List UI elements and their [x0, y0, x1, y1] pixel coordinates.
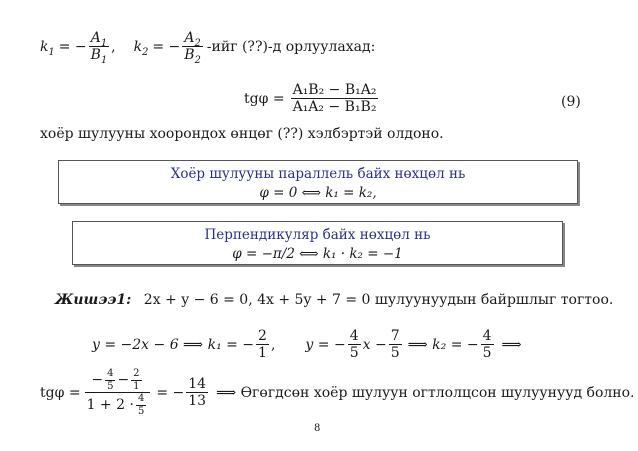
- comma-2: ,: [270, 336, 276, 353]
- equation-number: (9): [561, 94, 581, 110]
- fraction-a2-b2: $\frac{A_2}{B_2}$: [184, 30, 201, 66]
- fraction-7-5: $\frac{7}{5}$: [390, 328, 400, 362]
- first-line-equation: y = −2x − 6 ⟹ k₁ = −: [92, 336, 255, 353]
- comma: ,: [111, 38, 116, 55]
- fraction-4-5: $\frac{4}{5}$: [349, 328, 359, 362]
- equals-minus-3: = −: [156, 384, 185, 401]
- fraction-4-5-b: $\frac{4}{5}$: [482, 328, 492, 362]
- fraction-2-1: $\frac{2}{1}$: [258, 328, 267, 362]
- compound-fraction: − $\frac{4}{5}$ − $\frac{2}{1}$ 1 + 2 · $\frac{4}{5}$: [85, 368, 151, 417]
- parallel-condition-title: Хоёр шулууны параллель байх нөхцөл нь: [170, 166, 466, 182]
- k1-symbol: $k_1$: [40, 38, 55, 58]
- slope-definition-line: [40, 30, 376, 66]
- second-line-equation: y = −: [305, 336, 346, 353]
- tangent-fraction: [291, 82, 379, 115]
- substitution-text: -ийг (??)-д орлуулахад:: [206, 38, 376, 55]
- equals-minus-2: = −: [152, 38, 181, 55]
- example-line: [55, 292, 613, 308]
- tangent-numerator: A₁B₂ − B₁A₂: [292, 82, 377, 98]
- tangent-computation-line: [40, 368, 635, 417]
- example-text: 2x + y − 6 = 0, 4x + 5y + 7 = 0 шулуунуудын байршлыг тогтоо.: [143, 292, 614, 308]
- tangent-denominator: A₁A₂ − B₁B₂: [292, 99, 377, 116]
- k2-symbol: $k_2$: [133, 38, 149, 58]
- angle-sentence: хоёр шулууны хоорондох өнцөг (??) хэлбэртэй олдоно.: [40, 126, 444, 142]
- equals-minus: = −: [58, 38, 87, 55]
- perpendicular-condition-formula: φ = −π/2 ⟺ k₁ · k₂ = −1: [232, 246, 403, 262]
- parallel-condition-formula: φ = 0 ⟺ k₁ = k₂,: [259, 185, 377, 201]
- tangent-formula: [244, 82, 380, 115]
- tg-lhs: tgφ =: [244, 90, 285, 107]
- perpendicular-condition-box: [72, 221, 563, 265]
- conclusion-text: ⟹ Өгөгдсөн хоёр шулуун огтлолцсон шулуунууд болно.: [216, 384, 635, 401]
- page-number: 8: [314, 423, 321, 434]
- parallel-condition-box: [58, 160, 578, 204]
- fraction-a1-b1: $\frac{A_1}{B_1}$: [90, 30, 108, 66]
- slope-computation-line: [92, 328, 522, 361]
- x-minus: x −: [362, 336, 387, 353]
- implies-arrow: ⟹: [501, 336, 522, 353]
- example-label: Жишээ1:: [55, 292, 132, 308]
- perpendicular-condition-title: Перпендикуляр байх нөхцөл нь: [204, 227, 431, 243]
- tg-lhs-2: tgφ =: [40, 384, 81, 401]
- k2-result: ⟹ k₂ = −: [407, 336, 479, 353]
- fraction-14-13: $\frac{14}{13}$: [188, 375, 207, 409]
